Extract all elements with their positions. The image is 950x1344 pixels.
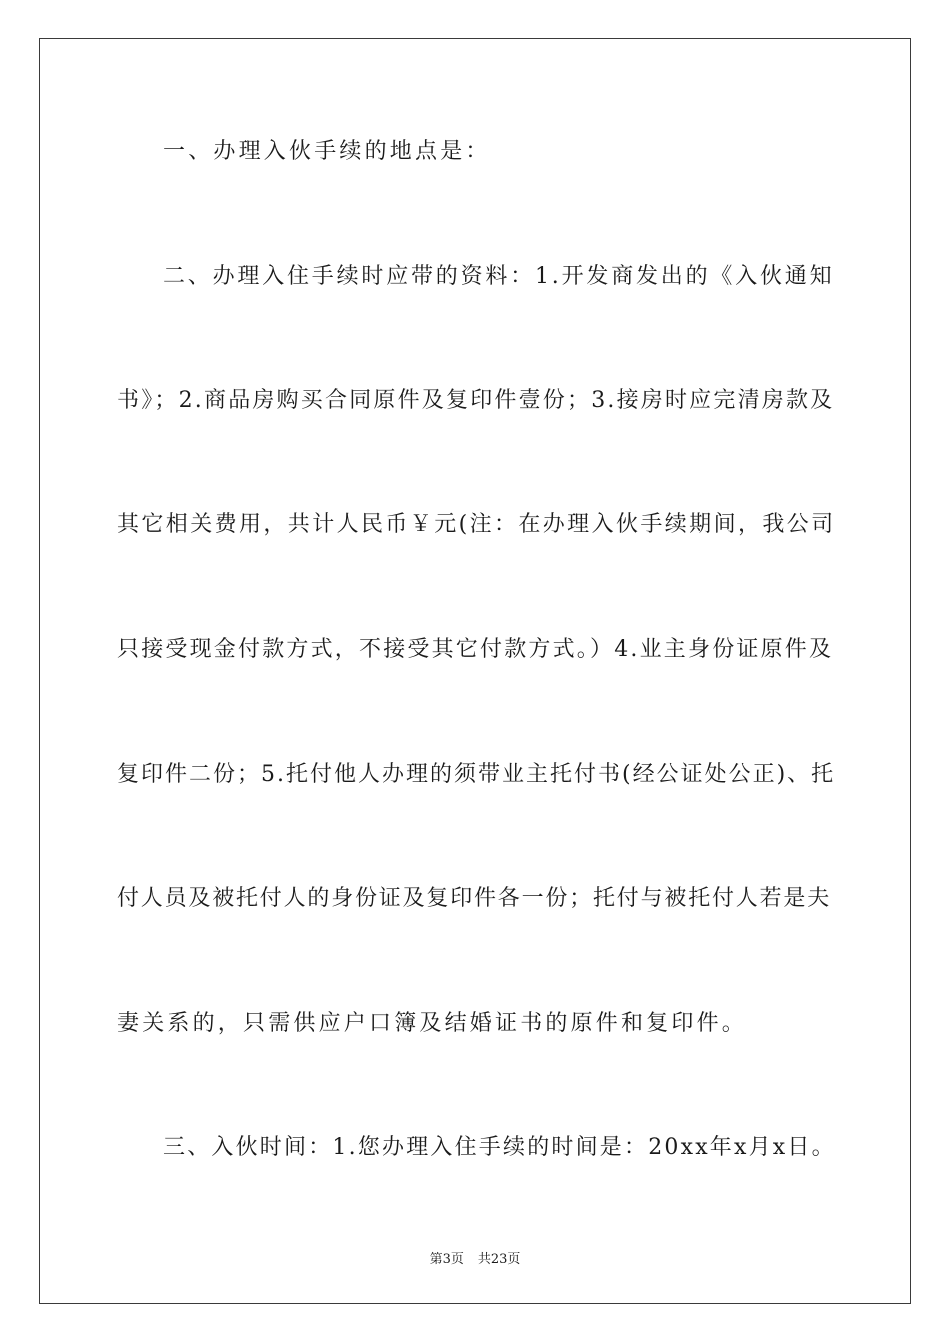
text-line-7: 付人员及被托付人的身份证及复印件各一份；托付与被托付人若是夫 — [117, 886, 832, 911]
text-line-6: 复印件二份；5.托付他人办理的须带业主托付书(经公证处公正)、托 — [117, 762, 836, 787]
page-number: 第3页 — [429, 1252, 464, 1267]
text-line-3: 书》；2.商品房购买合同原件及复印件壹份；3.接房时应完清房款及 — [117, 388, 835, 413]
total-pages: 共23页 — [477, 1252, 521, 1267]
page-footer — [0, 1248, 950, 1267]
text-line-9: 三、入伙时间：1.您办理入住手续的时间是：20xx年x月x日。 — [163, 1135, 836, 1160]
text-line-5: 只接受现金付款方式，不接受其它付款方式。）4.业主身份证原件及 — [117, 637, 834, 662]
text-line-2: 二、办理入住手续时应带的资料：1.开发商发出的《入伙通知 — [163, 264, 835, 289]
page-border — [39, 38, 911, 1304]
text-line-4: 其它相关费用，共计人民币￥元(注：在办理入伙手续期间，我公司 — [117, 512, 836, 537]
text-line-8: 妻关系的，只需供应户口簿及结婚证书的原件和复印件。 — [117, 1011, 748, 1036]
text-line-1: 一、办理入伙手续的地点是： — [163, 139, 491, 164]
